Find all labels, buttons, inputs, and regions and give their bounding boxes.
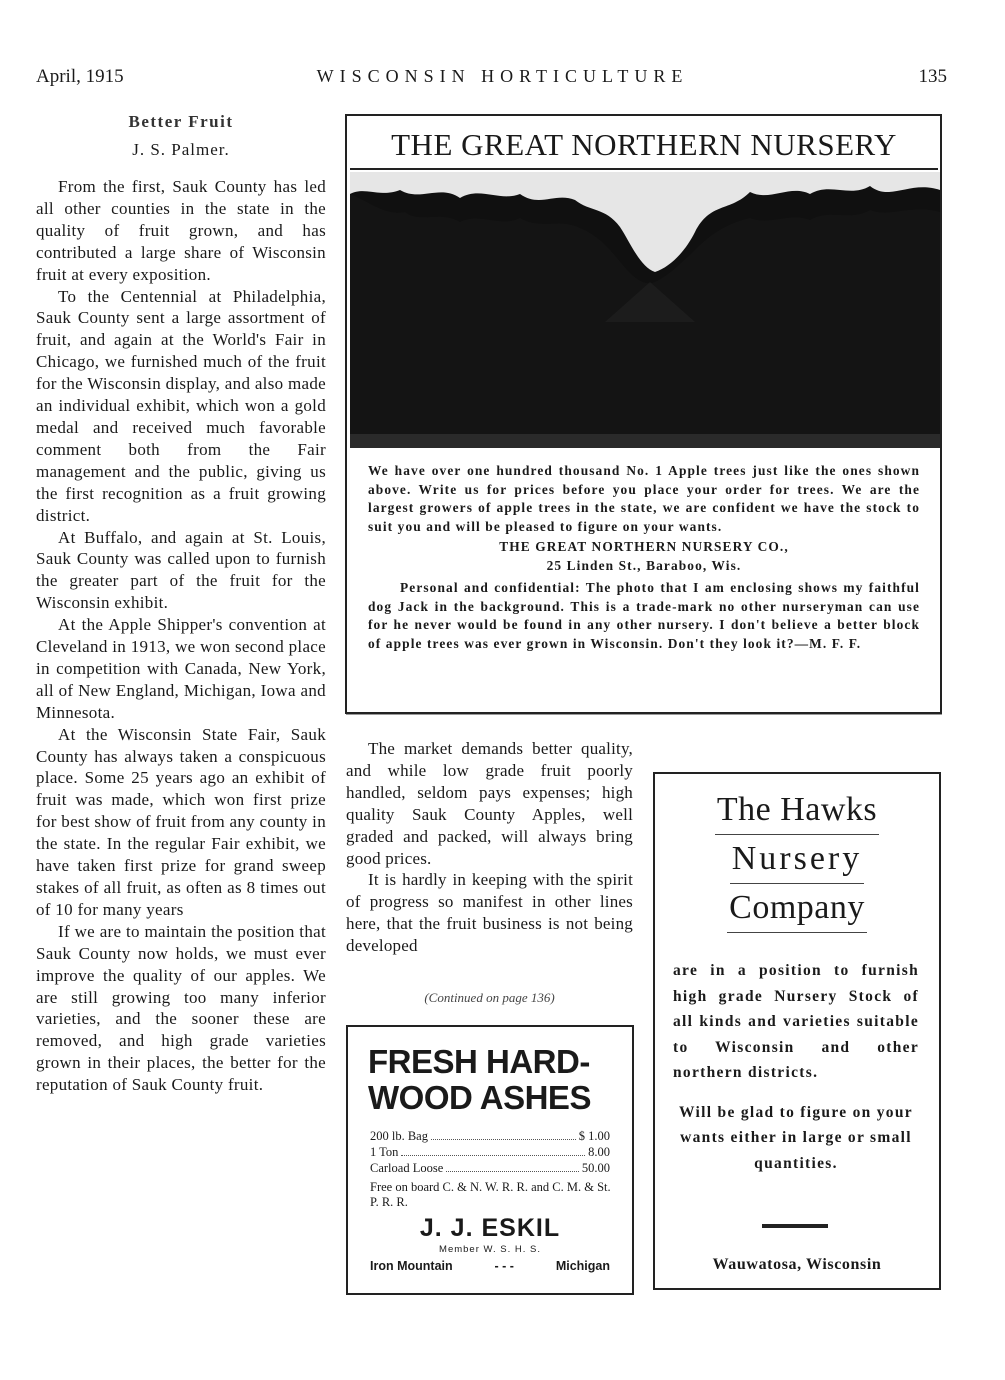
ashes-title-line: WOOD ASHES — [368, 1079, 591, 1116]
price-value: 8.00 — [588, 1145, 610, 1159]
price-value: 50.00 — [581, 1161, 610, 1175]
article-body — [36, 176, 326, 1096]
ashes-separator: - - - — [494, 1259, 514, 1273]
page-number: 135 — [918, 66, 947, 87]
article-paragraph: If we are to maintain the position that Sauk County now holds, we must ever improve the quality of our apples. We are still growing too many inferior varieties, and the sooner these are removed, and high grade varieties grown in their places, the better for the reputation of Sauk County fruit. — [36, 921, 326, 1095]
divider — [346, 714, 942, 715]
continued-note: (Continued on page 136) — [424, 990, 555, 1005]
hawks-location: Wauwatosa, Wisconsin — [712, 1256, 882, 1273]
price-label: 1 Ton — [370, 1145, 399, 1159]
leader-dots — [446, 1161, 579, 1172]
article-paragraph: At the Wisconsin State Fair, Sauk County has always taken a conspicuous place. Some 25 years ago an exhibit of fruit was made, which won first prize for best show of fruit from any county in the state. In the regular Fair exhibit, we have taken first prize for grand sweep stakes of all fruit, as often as 8 times out of 10 for many years — [36, 724, 326, 919]
hawks-ad-body: are in a position to furnish high grade Nursery Stock of all kinds and varieties suitable to Wisconsin and other northern districts. — [673, 962, 919, 1081]
nursery-ad-personal-note: Personal and confidential: The photo that I am enclosing shows my faithful dog Jack in the background. This is a trade-mark no other nurseryman can use for he never would be found in any other nursery. I don't believe a better block of apple trees was ever grown in Wisconsin. Don't they look it?—M. F. F. — [368, 580, 920, 651]
ashes-location — [370, 1259, 610, 1273]
ashes-title-line: FRESH HARD- — [368, 1043, 590, 1080]
article-paragraph: The market demands better quality, and while low grade fruit poorly handled, seldom pays expenses; high quality Sauk County Apples, well graded and packed, will always bring good prices. — [346, 739, 633, 868]
hawks-name-line: Company — [727, 884, 867, 933]
leader-dots — [401, 1145, 585, 1156]
article-paragraph: From the first, Sauk County has led all other counties in the state in the quality of fruit grown, and has contributed a large share of Wisconsin fruit at every exposition. — [36, 177, 326, 284]
ashes-ad-title — [368, 1044, 618, 1116]
price-row — [370, 1161, 610, 1176]
price-value: $ 1.00 — [578, 1129, 610, 1143]
article-continuation — [346, 738, 633, 957]
hawks-name-line: The Hawks — [715, 786, 879, 835]
nursery-ad-address: 25 Linden St., Baraboo, Wis. — [546, 557, 742, 573]
hawks-divider — [762, 1224, 828, 1228]
nursery-ad-company: THE GREAT NORTHERN NURSERY CO., — [499, 539, 789, 554]
hawks-company-name — [655, 786, 939, 933]
header-date: April, 1915 — [36, 66, 124, 87]
nursery-ad-title: THE GREAT NORTHERN NURSERY — [350, 120, 938, 170]
ashes-city: Iron Mountain — [370, 1259, 453, 1273]
orchard-photo-image — [350, 172, 940, 448]
article-title: Better Fruit — [128, 112, 234, 131]
article-author: J. S. Palmer. — [132, 140, 230, 159]
article-paragraph: At the Apple Shipper's convention at Cleveland in 1913, we won second place in competition with Canada, New York, all of New England, Michigan, Iowa and Minnesota. — [36, 615, 326, 722]
leader-dots — [431, 1129, 576, 1140]
article-paragraph: It is hardly in keeping with the spirit of progress so manifest in other lines here, that the fruit business is not being developed — [346, 870, 633, 956]
ashes-state: Michigan — [555, 1259, 610, 1273]
ashes-seller-name: J. J. ESKIL — [419, 1214, 561, 1242]
hawks-ad-offer: Will be glad to figure on your wants either in large or small quantities. — [679, 1103, 913, 1172]
nursery-ad-body: We have over one hundred thousand No. 1 Apple trees just like the ones shown above. Write us for prices before you place your order for trees. We are the largest growers of apple trees in the state, we are confident we have the stock to suit you and will be pleased to figure on your wants. — [368, 463, 920, 534]
orchard-photo — [350, 172, 940, 448]
price-row — [370, 1129, 610, 1144]
price-label: 200 lb. Bag — [370, 1129, 428, 1143]
price-row — [370, 1145, 610, 1160]
price-label: Carload Loose — [370, 1161, 444, 1175]
nursery-ad-text — [368, 462, 920, 653]
hawks-name-line: Nursery — [730, 835, 865, 884]
ashes-shipping-note: Free on board C. & N. W. R. R. and C. M. & St. P. R. R. — [370, 1180, 611, 1209]
journal-title: WISCONSIN HORTICULTURE — [316, 66, 689, 86]
hawks-ad-text — [673, 958, 919, 1176]
article-paragraph: To the Centennial at Philadelphia, Sauk County sent a large assortment of fruit, and again at the World's Fair in Chicago, we furnished much of the fruit for the Wisconsin display, and also made an individual exhibit, which won a gold medal and received much favorable comment both from the Fair management and the public, giving us the first recognition as a fruit growing district. — [36, 286, 326, 525]
article-paragraph: At Buffalo, and again at St. Louis, Sauk County was called upon to furnish the greater part of the fruit for the Wisconsin exhibit. — [36, 527, 326, 613]
ashes-membership: Member W. S. H. S. — [439, 1244, 541, 1255]
